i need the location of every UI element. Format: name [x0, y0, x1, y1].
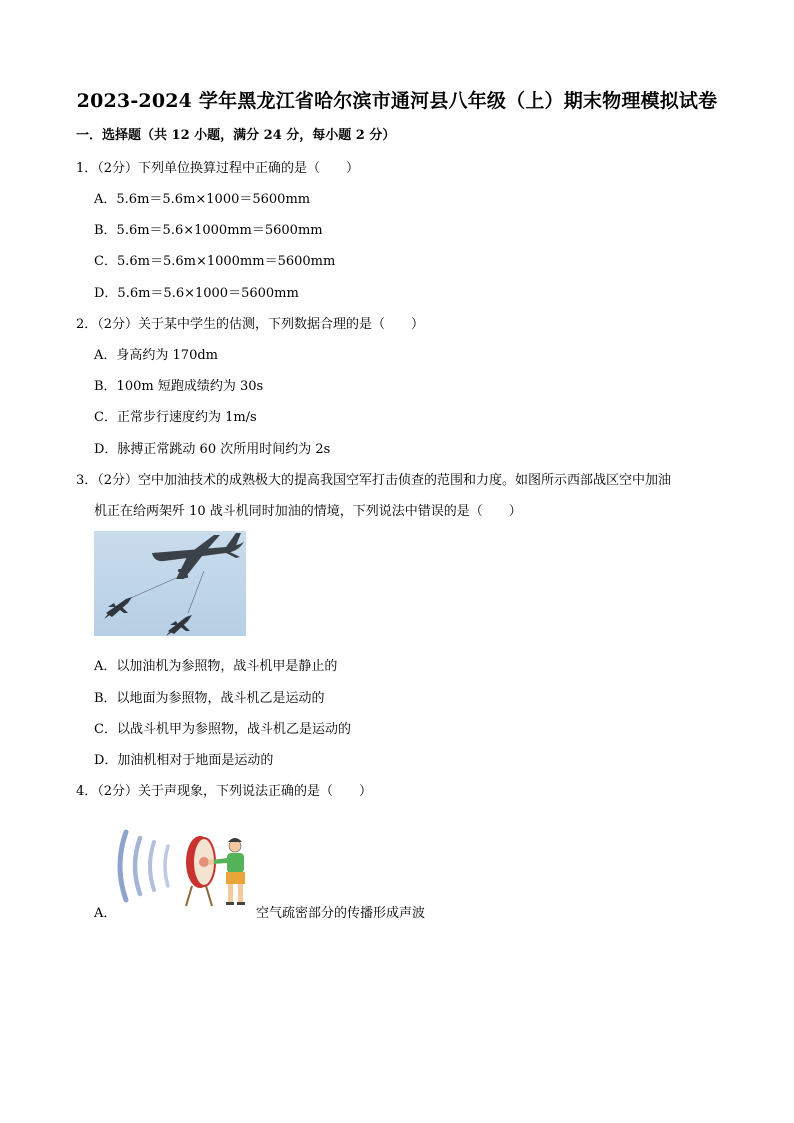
question-3-stem: 3．（2分）空中加油技术的成熟极大的提高我国空军打击侦查的范围和力度。如图所示西部战区空中加油	[76, 473, 672, 488]
section-heading: 一．选择题（共 12 小题，满分 24 分，每小题 2 分）	[76, 128, 396, 143]
question-2-stem: 2．（2分）关于某中学生的估测，下列数据合理的是（ ）	[76, 317, 425, 332]
question-1-option-a: A．5.6m＝5.6m×1000＝5600mm	[94, 192, 311, 207]
question-3-option-b: B．以地面为参照物，战斗机乙是运动的	[94, 691, 325, 706]
question-3-option-a: A．以加油机为参照物，战斗机甲是静止的	[94, 659, 338, 674]
question-4-option-a-text: 空气疏密部分的传播形成声波	[256, 906, 426, 921]
drum-sound-wave-image	[110, 826, 262, 908]
drum-icon	[186, 836, 215, 906]
question-1-option-b: B．5.6m＝5.6×1000mm＝5600mm	[94, 223, 323, 238]
question-2-option-d: D．脉搏正常跳动 60 次所用时间约为 2s	[94, 442, 331, 457]
aerial-refueling-image	[94, 531, 246, 636]
question-1-option-d: D．5.6m＝5.6×1000＝5600mm	[94, 286, 299, 301]
question-1-stem: 1．（2分）下列单位换算过程中正确的是（ ）	[76, 161, 360, 176]
question-3-stem-continued: 机正在给两架歼 10 战斗机同时加油的情境，下列说法中错误的是（ ）	[94, 504, 522, 519]
question-4-option-a-label: A．	[94, 906, 117, 921]
question-2-option-c: C．正常步行速度约为 1m/s	[94, 410, 257, 425]
question-2-option-a: A．身高约为 170dm	[94, 348, 218, 363]
sound-wave-icon	[120, 832, 168, 900]
question-1-option-c: C．5.6m＝5.6m×1000mm＝5600mm	[94, 254, 336, 269]
question-3-option-d: D．加油机相对于地面是运动的	[94, 753, 274, 768]
page-title: 2023-2024 学年黑龙江省哈尔滨市通河县八年级（上）期末物理模拟试卷	[76, 90, 718, 112]
question-3-option-c: C．以战斗机甲为参照物，战斗机乙是运动的	[94, 722, 351, 737]
question-4-stem: 4．（2分）关于声现象，下列说法正确的是（ ）	[76, 784, 373, 799]
question-2-option-b: B．100m 短跑成绩约为 30s	[94, 379, 264, 394]
